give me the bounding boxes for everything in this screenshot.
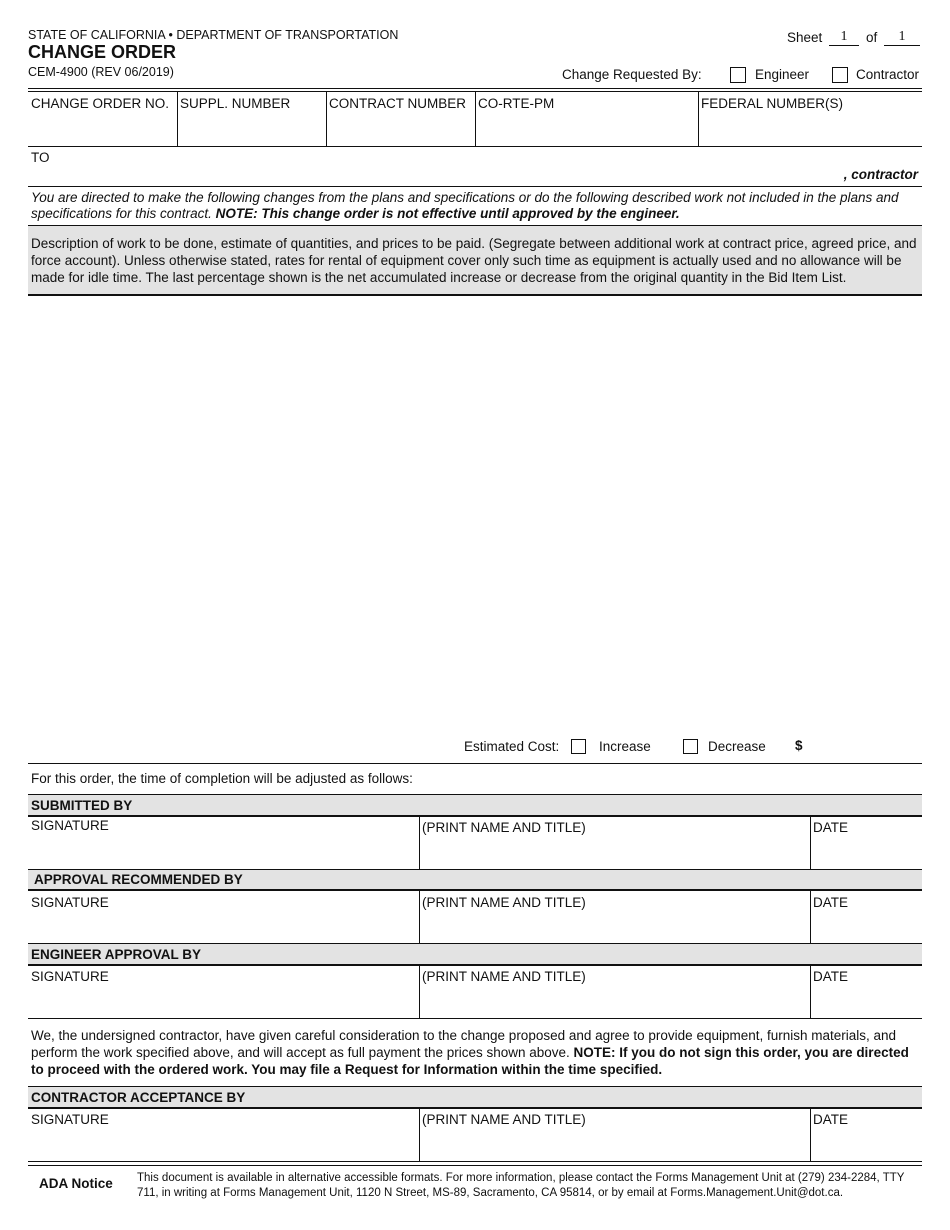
date-label: DATE [813,1112,849,1127]
signature-label: SIGNATURE [31,818,109,833]
sig-divider [810,891,811,943]
estimate-rule [28,763,922,764]
ada-text: This document is available in alternative accessible formats. For more information, please contact the Forms Management Unit at (279) 234-2284, TTY 711, in writing at Forms Management Unit, 1120 N Street, MS-89, Sacramento, CA 95814, or by email at Forms.Management.Unit@dot.ca. [137,1172,905,1199]
print-name-label: (PRINT NAME AND TITLE) [422,895,586,910]
submitted-date-field[interactable] [813,820,920,868]
description-area[interactable] [28,297,922,727]
requested-by-label: Change Requested By: [562,67,702,82]
decrease-label: Decrease [708,739,766,754]
date-label: DATE [813,969,849,984]
engineer-name-field[interactable] [422,969,808,1017]
estimated-cost-field[interactable] [808,734,920,758]
agreement-body: We, the undersigned contractor, have given careful consideration to the change proposed and agree to provide equipment, furnish materials, and perform the work specified above, and will accept as full payment the prices shown above. [31,1028,897,1060]
directive-body: You are directed to make the following changes from the plans and specifications or do the following described work not included in the plans and specifications for this contract. [31,190,899,221]
federal-numbers-field[interactable] [701,96,921,144]
field-divider [698,92,699,146]
suppl-number-field[interactable] [180,96,324,144]
contractor-suffix: , contractor [843,167,918,182]
to-rule [28,186,922,187]
sheet-total-field[interactable]: 1 [884,29,920,46]
increase-checkbox[interactable] [571,739,586,754]
submitted-signature-field[interactable] [31,818,417,868]
engineer-date-field[interactable] [813,969,920,1017]
approval-name-field[interactable] [422,895,808,942]
approval-date-field[interactable] [813,895,920,942]
section-rule [28,1161,922,1162]
print-name-label: (PRINT NAME AND TITLE) [422,1112,586,1127]
date-label: DATE [813,820,849,835]
estimated-cost-label: Estimated Cost: [464,739,560,754]
decrease-checkbox[interactable] [683,739,698,754]
sig-divider [419,966,420,1018]
agreement-text [31,1027,919,1078]
federal-numbers-label: FEDERAL NUMBER(S) [701,96,844,111]
to-field[interactable] [31,150,831,184]
change-order-no-label: CHANGE ORDER NO. [31,96,170,111]
directive-note: NOTE: This change order is not effective until approved by the engineer. [215,206,680,221]
print-name-label: (PRINT NAME AND TITLE) [422,969,586,984]
sig-divider [810,1109,811,1161]
section-rule [28,815,922,817]
engineer-checkbox[interactable] [730,67,746,83]
submitted-name-field[interactable] [422,820,808,868]
section-rule [28,1018,922,1019]
field-divider [475,92,476,146]
engineer-approval-label: ENGINEER APPROVAL BY [31,947,202,962]
sig-divider [419,891,420,943]
contractor-acceptance-label: CONTRACTOR ACCEPTANCE BY [31,1090,246,1105]
increase-label: Increase [599,739,651,754]
contractor-name-field[interactable] [422,1112,808,1160]
ada-rule [28,1165,922,1166]
contractor-signature-field[interactable] [31,1112,417,1160]
co-rte-pm-label: CO-RTE-PM [478,96,555,111]
signature-label: SIGNATURE [31,969,109,984]
submitted-by-label: SUBMITTED BY [31,798,133,813]
contractor-date-field[interactable] [813,1112,920,1160]
completion-text: For this order, the time of completion will be adjusted as follows: [31,771,413,786]
approval-label: APPROVAL RECOMMENDED BY [34,872,243,887]
directive-text [31,190,921,222]
form-id: CEM-4900 (REV 06/2019) [28,65,174,79]
form-title: CHANGE ORDER [28,42,177,62]
sig-divider [419,1109,420,1161]
header-rule-top [28,88,922,89]
field-row-rule [28,146,922,147]
section-rule [28,1107,922,1109]
section-rule [28,889,922,891]
change-order-no-field[interactable] [31,96,175,144]
ada-label: ADA Notice [39,1176,113,1191]
submitted-by-header [28,795,922,815]
suppl-number-label: SUPPL. NUMBER [180,96,291,111]
date-label: DATE [813,895,849,910]
sig-divider [419,817,420,869]
sig-divider [810,966,811,1018]
contract-number-label: CONTRACT NUMBER [329,96,467,111]
contractor-label: Contractor [856,67,920,82]
of-label: of [866,30,878,45]
sheet-label: Sheet [787,30,823,45]
description-text: Description of work to be done, estimate of quantities, and prices to be paid. (Segregate between additional work at contract price, agreed price, and force account). Unless otherwise stated, rates for rental of equipment cover only such time as equipment is actually used and no allowance will be made for idle time. The last percentage shown is the net accumulated increase or decrease from the original quantity in the Bid Item List. [31,236,917,285]
approval-signature-field[interactable] [31,895,417,942]
signature-label: SIGNATURE [31,895,109,910]
contract-number-field[interactable] [329,96,473,144]
signature-label: SIGNATURE [31,1112,109,1127]
engineer-signature-field[interactable] [31,969,417,1017]
sig-divider [810,817,811,869]
field-divider [326,92,327,146]
description-rule [28,294,922,296]
to-label: TO [31,150,50,165]
engineer-label: Engineer [755,67,810,82]
section-rule [28,964,922,966]
co-rte-pm-field[interactable] [478,96,696,144]
field-divider [177,92,178,146]
agreement-note: NOTE: If you do not sign this order, you are directed to proceed with the ordered work. You may file a Request for Information within the time specified. [31,1045,909,1077]
print-name-label: (PRINT NAME AND TITLE) [422,820,586,835]
agency-name: STATE OF CALIFORNIA • DEPARTMENT OF TRANSPORTATION [28,28,399,42]
currency-symbol: $ [795,738,803,753]
sheet-number-field[interactable]: 1 [829,29,859,46]
contractor-checkbox[interactable] [832,67,848,83]
